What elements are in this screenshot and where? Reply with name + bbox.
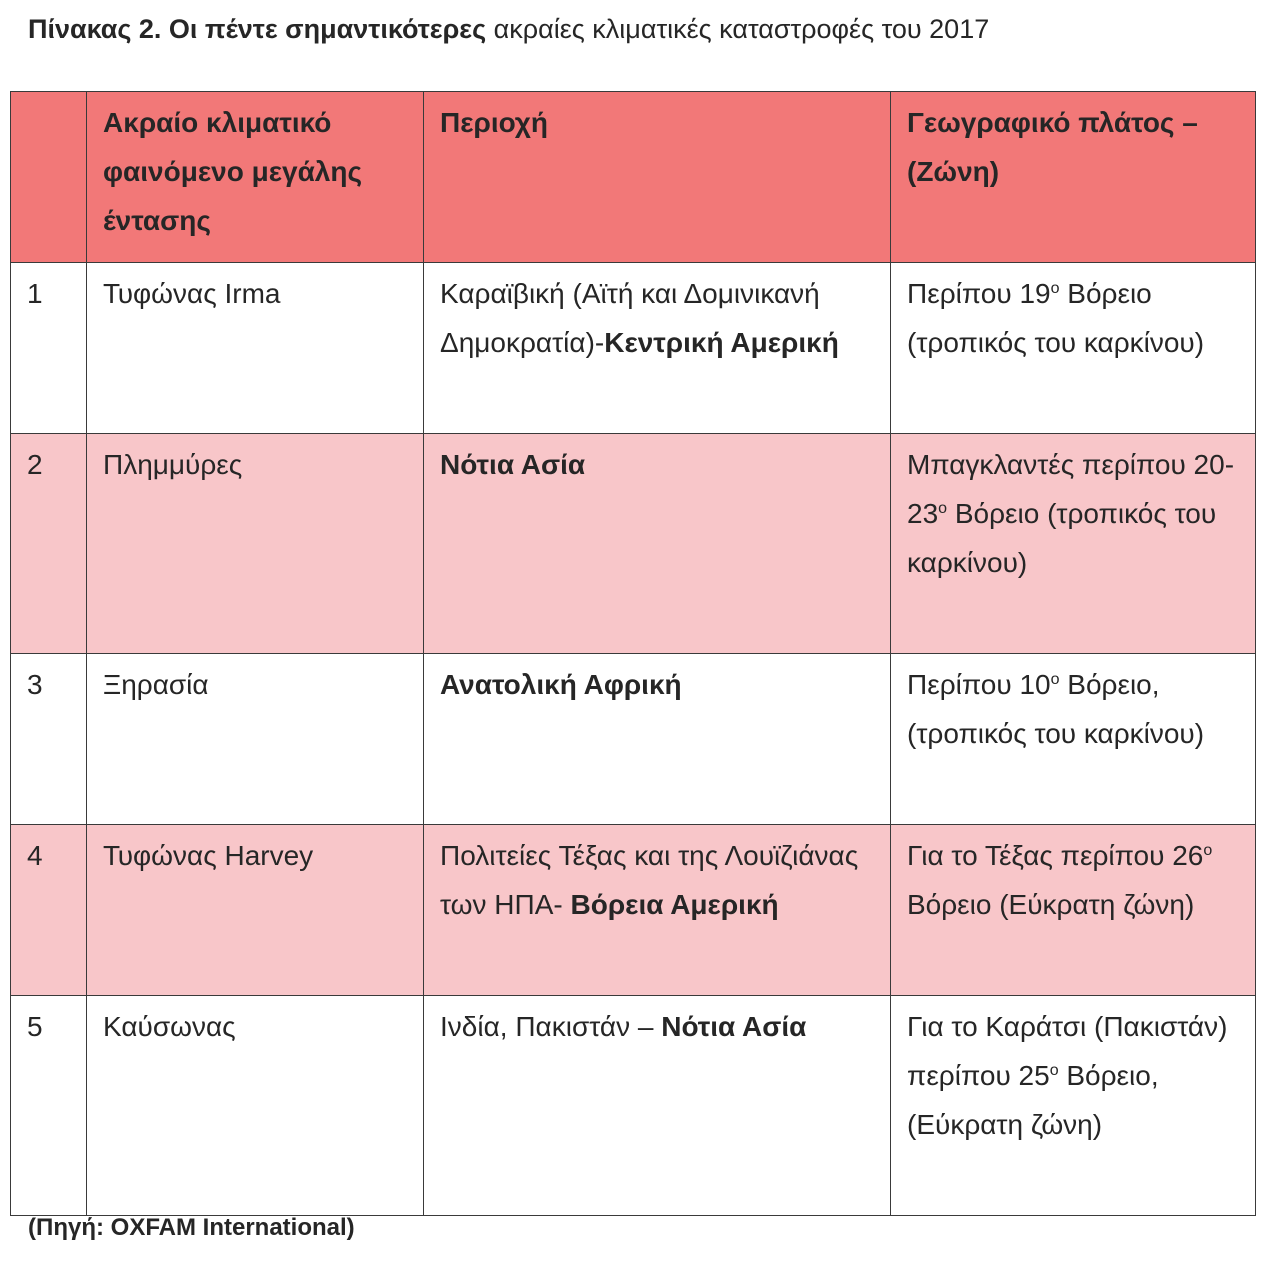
region-continent: Κεντρική Αμερική xyxy=(604,327,839,358)
region-continent: Νότια Ασία xyxy=(661,1011,807,1042)
latitude-cell xyxy=(891,825,1256,996)
phenomenon-cell: Ξηρασία xyxy=(87,654,424,825)
region-cell xyxy=(424,996,891,1216)
disasters-table xyxy=(10,91,1256,1216)
table-row xyxy=(11,996,1256,1216)
latitude-zone: Βόρειο (τροπικός του καρκίνου) xyxy=(907,278,1205,358)
row-number: 5 xyxy=(11,996,87,1216)
latitude-value: Για το Καράτσι (Πακιστάν) περίπου 25 xyxy=(907,1011,1228,1091)
degree-mark: ο xyxy=(1050,280,1060,297)
region-continent: Ανατολική Αφρική xyxy=(440,669,682,700)
phenomenon-cell: Πλημμύρες xyxy=(87,434,424,654)
latitude-value: Περίπου 19 xyxy=(907,278,1051,309)
caption-normal: ακραίες κλιματικές καταστροφές του 2017 xyxy=(486,14,990,44)
caption-bold: Πίνακας 2. Οι πέντε σημαντικότερες xyxy=(28,14,487,44)
phenomenon-cell: Τυφώνας Harvey xyxy=(87,825,424,996)
latitude-zone: Βόρειο, (τροπικός του καρκίνου) xyxy=(907,669,1205,749)
phenomenon-cell: Καύσωνας xyxy=(87,996,424,1216)
region-cell xyxy=(424,654,891,825)
degree-mark: ο xyxy=(1050,671,1060,688)
latitude-value: Για το Τέξας περίπου 26 xyxy=(907,840,1204,871)
region-text: Καραϊβική (Αϊτή και Δομινικανή Δημοκρατία)- xyxy=(440,278,820,358)
region-cell xyxy=(424,263,891,434)
row-number: 3 xyxy=(11,654,87,825)
table-caption xyxy=(28,12,989,46)
row-number: 2 xyxy=(11,434,87,654)
region-cell xyxy=(424,434,891,654)
degree-mark: ο xyxy=(1049,1062,1059,1079)
latitude-zone: Βόρειο, (Εύκρατη ζώνη) xyxy=(907,1060,1159,1140)
latitude-cell xyxy=(891,434,1256,654)
table-row xyxy=(11,263,1256,434)
latitude-zone: Βόρειο (Εύκρατη ζώνη) xyxy=(907,889,1195,920)
region-continent: Νότια Ασία xyxy=(440,449,586,480)
latitude-value: Μπαγκλαντές περίπου 20-23 xyxy=(907,449,1235,529)
region-text: Πολιτείες Τέξας και της Λουϊζιάνας των ΗΠΑ- xyxy=(440,840,859,920)
degree-mark: ο xyxy=(1203,842,1213,859)
table-row xyxy=(11,825,1256,996)
latitude-zone: Βόρειο (τροπικός του καρκίνου) xyxy=(907,498,1217,578)
row-number: 1 xyxy=(11,263,87,434)
latitude-cell xyxy=(891,654,1256,825)
region-text: Ινδία, Πακιστάν – xyxy=(440,1011,662,1042)
header-cell-phenomenon: Ακραίο κλιματικό φαινόμενο μεγάλης έντασης xyxy=(87,92,424,263)
table-row xyxy=(11,434,1256,654)
latitude-cell xyxy=(891,996,1256,1216)
latitude-cell xyxy=(891,263,1256,434)
table-header-row xyxy=(11,92,1256,263)
source-note: (Πηγή: OXFAM International) xyxy=(28,1214,355,1241)
header-cell-num xyxy=(11,92,87,263)
region-continent: Βόρεια Αμερική xyxy=(570,889,779,920)
latitude-value: Περίπου 10 xyxy=(907,669,1051,700)
header-cell-latitude: Γεωγραφικό πλάτος – (Ζώνη) xyxy=(891,92,1256,263)
degree-mark: ο xyxy=(938,500,948,517)
table-row xyxy=(11,654,1256,825)
phenomenon-cell: Τυφώνας Irma xyxy=(87,263,424,434)
region-cell xyxy=(424,825,891,996)
header-cell-region: Περιοχή xyxy=(424,92,891,263)
row-number: 4 xyxy=(11,825,87,996)
